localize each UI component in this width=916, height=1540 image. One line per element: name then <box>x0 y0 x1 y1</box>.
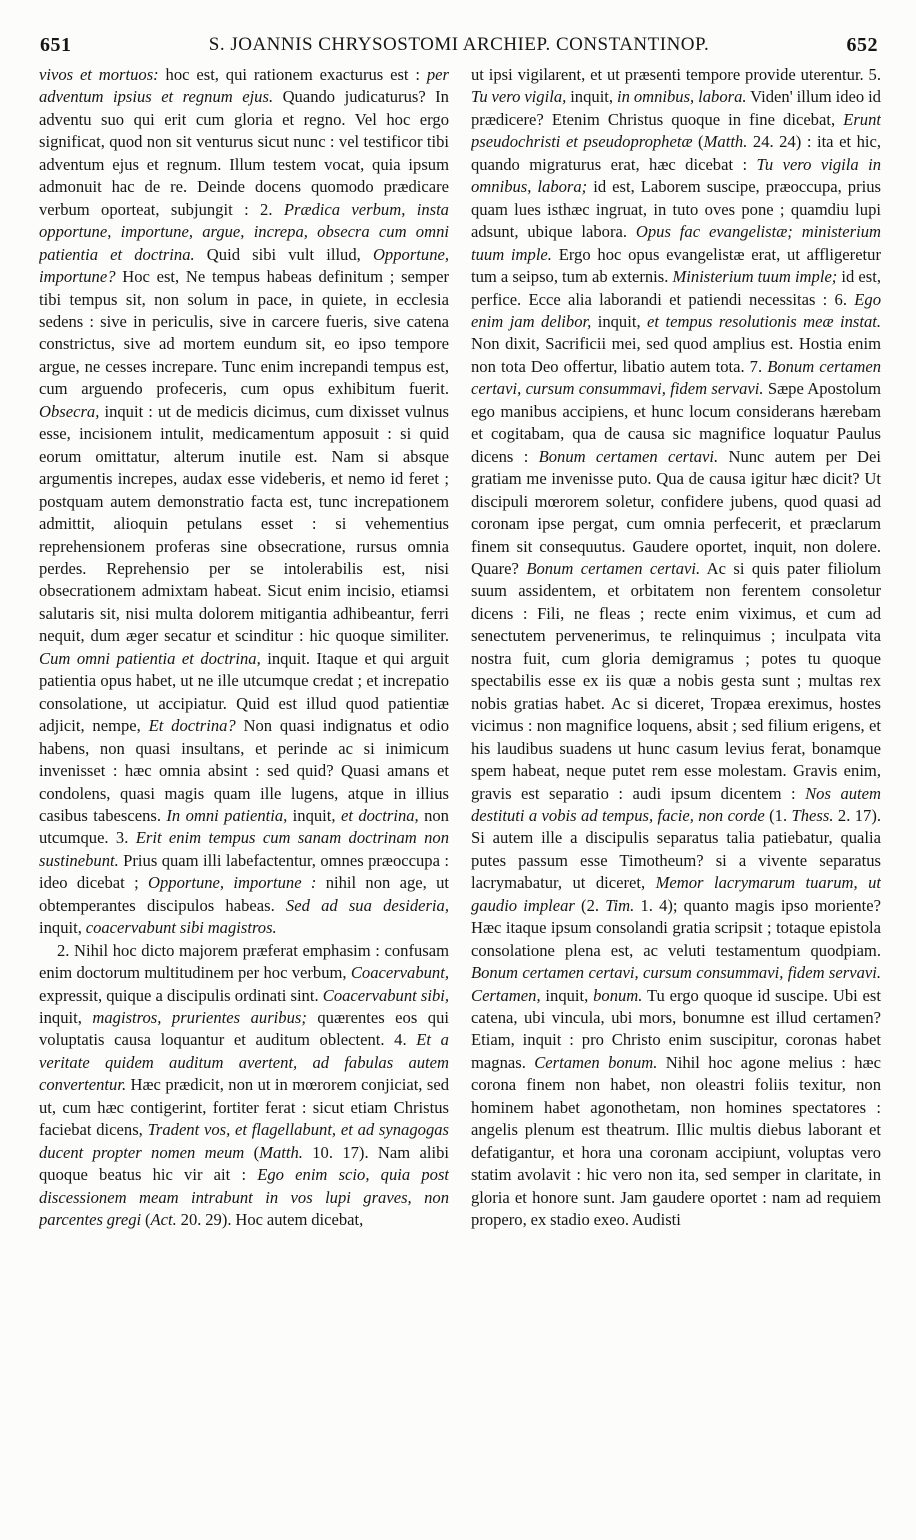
italic-text-run: Sed ad sua desideria, <box>285 895 449 915</box>
text-run: expressit, quique a discipulis ordinati sint. <box>39 985 323 1005</box>
text-run: Quid sibi vult illud, <box>194 244 373 264</box>
text-run: Ac si quis pater filiolum suum assidentem, et orbitatem non ferentem consoletur dicens : Fili, ne fleas ; recte enim viximus, et cum ad senectutem pervenerimus, te relinquimus ; inculpata vita nostra fuit, cum gloria demigramus ; potes tu quoque spectabilis esse ex iis quæ a nobis gesta sunt ; multas rex nobis gratias habet. Ac si diceret, Tropæa ereximus, hostes vicimus : non magnifice loquens, absit ; sed filium erigens, et his laudibus suadens ut hunc casum levius ferat, bonamque spem habeat, neque putet rem esse molestam. Gravis enim, gravis est separatio : audi ipsum dicentem : <box>471 558 881 803</box>
text-run: id est, perfice. Ecce alia laborandi et patiendi necessitas : 6. <box>471 267 881 309</box>
text-run: Nunc autem per Dei gratiam me invenisse puto. Qua de causa igitur hæc dicit? Ut discipuli mœrorem soletur, confidere jubens, quod quasi ad coronam ipse pergat, cum omnia perfecerit, et præclarum finem sit consequutus. Gaudere oportet, inquit, non dolere. Quare? <box>471 446 881 578</box>
italic-text-run: Thess. <box>791 805 834 825</box>
italic-text-run: Coacervabunt, <box>350 963 449 983</box>
text-run: Sæpe Apostolum ego manibus accipiens, et hunc locum considerans hærebam et cogitabam, qua de causa sic magnifice loquatur Paulus dicens : <box>471 379 881 466</box>
italic-text-run: Opus fac evangelistæ; ministerium tuum imple. <box>471 222 881 264</box>
text-run: Tu ergo quoque id suscipe. Ubi est catena, ubi vincula, ubi mors, bonumne est illud certamen? Etiam, inquit : pro Christo enim suscipitur, coronas habet magnas. <box>471 985 881 1072</box>
italic-text-run: Memor lacrymarum tuarum, ut gaudio implear <box>471 873 881 915</box>
italic-text-run: Certamen bonum. <box>534 1052 658 1072</box>
text-run: ( <box>692 132 704 152</box>
italic-text-run: Et doctrina? <box>148 716 236 736</box>
text-run: 1. 4); quanto magis ipso moriente? Hæc itaque ipsum consolandi gratia scripsit ; totaque epistola consolatione plena est, ac veluti testamentum quodpiam. <box>471 895 881 960</box>
italic-text-run: Erit enim tempus cum sanam doctrinam non sustinebunt. <box>39 828 449 870</box>
right-text-column <box>471 64 881 1524</box>
italic-text-run: Tradent vos, et flagellabunt, et ad synagogas ducent propter nomen meum <box>39 1120 449 1162</box>
page-number-left: 651 <box>40 34 72 56</box>
paragraph <box>39 940 449 1232</box>
italic-text-run: Matth. <box>703 132 748 152</box>
italic-text-run: vivos et mortuos: <box>39 65 159 84</box>
italic-text-run: Prædica verbum, insta opportune, importune, argue, increpa, obsecra cum omni patientia et doctrina. <box>39 199 449 264</box>
italic-text-run: Matth. <box>259 1142 303 1162</box>
text-run: 10. 17). Nam alibi quoque beatus hic vir ait : <box>39 1142 449 1185</box>
italic-text-run: In omni patientia, <box>166 805 288 825</box>
text-run: 2. Nihil hoc dicto majorem præferat emphasim : confusam enim doctorum multitudinem per hoc verbum, <box>39 940 449 983</box>
italic-text-run: Obsecra, <box>39 401 100 421</box>
left-text-column <box>39 64 449 1524</box>
text-run: Hæc prædicit, non ut in mœrorem conjiciat, sed ut, cum hæc contigerint, fortiter ferat : sicut etiam Christus faciebat dicens, <box>39 1075 449 1140</box>
italic-text-run: Ego enim scio, quia post discessionem meam intrabunt in vos lupi graves, non parcentes gregi <box>39 1165 449 1230</box>
text-run: Prius quam illi labefactentur, omnes præoccupa : ideo dicebat ; <box>39 850 449 893</box>
text-run: quærentes eos qui voluptatis causa loquantur et auditum oblectent. 4. <box>39 1008 449 1050</box>
text-run: Quando judicaturus? In adventu suo qui erit cum gloria et regno. Vel hoc ergo significat, quod non sit venturus sicut nunc : vel testificor tibi adventum ejus et regnum. Illum testem vocat, quia ipsum admonuit hac de re. Deinde docens quomodo prædicare verbum oporteat, subjungit : 2. <box>39 87 449 219</box>
text-run: nihil non age, ut obtemperantes discipulos habeas. <box>39 873 449 915</box>
italic-text-run: Cum omni patientia et doctrina, <box>39 648 261 668</box>
text-run: inquit : ut de medicis dicimus, cum dixisset vulnus esse, incisionem intulit, medicamentum apposuit : si quid eorum omittatur, alterum inutile est. Nam si absque argumentis increpes, audax esse videberis, et nemo id feret ; postquam autem demonstratio facta est, tunc increpationem admittit, alioquin petulans esset : si vehementius reprehensionem proferas sine obsecratione, rursus omnia perdes. Reprehensio per se intolerabilis est, nisi obsecrationem admixtam habeat. Sicut enim incisio, etiamsi salutaris sit, nisi multa dolorem mitigantia adhibeantur, ferri nequit, dum æger secatur et scinditur : hic quoque similiter. <box>39 401 449 646</box>
italic-text-run: Bonum certamen certavi. <box>538 446 719 466</box>
italic-text-run: per adventum ipsius et regnum ejus. <box>39 65 449 107</box>
text-run: Non dixit, Sacrificii mei, sed quod amplius est. Hostia enim non tota Deo offertur, libatio autem tota. 7. <box>471 334 881 376</box>
paragraph <box>39 64 449 940</box>
text-run: 20. 29). Hoc autem dicebat, <box>176 1210 364 1230</box>
text-run: Non quasi indignatus et odio habens, non quasi insultans, et perinde ac si inimicum invenisset : hæc omnia absint : sed quid? Quasi amans et condolens, quasi magis quam ille lugens, atque in illius casibus tabescens. <box>39 716 449 825</box>
italic-text-run: Opportune, importune? <box>39 244 449 287</box>
text-run: Viden' illum ideo id prædicere? Etenim Christus quoque in fine dicebat, <box>471 87 881 129</box>
italic-text-run: Coacervabunt sibi, <box>322 985 449 1005</box>
text-run: inquit, <box>287 805 341 825</box>
text-run: ( <box>141 1210 151 1230</box>
text-run: Ergo hoc opus evangelistæ erat, ut affligeretur tum a seipso, tum ab externis. <box>471 244 881 287</box>
italic-text-run: coacervabunt sibi magistros. <box>85 918 277 938</box>
text-run: id est, Laborem suscipe, præoccupa, prius quam lues isthæc ingruat, in tuto oves pone ; quamdiu lupi adsunt, ubique labora. <box>471 177 881 242</box>
italic-text-run: bonum. <box>593 985 643 1005</box>
text-run: (1. <box>764 805 792 825</box>
italic-text-run: Bonum certamen certavi. <box>526 558 701 578</box>
text-run: 2. 17). Si autem ille a discipulis separatus talia patiebatur, qualia putes passum esse Timotheum? si a vivente separatus lacrymabatur, ut diceret, <box>471 805 881 893</box>
text-run: (2. <box>574 895 606 915</box>
text-run: inquit, <box>566 87 617 107</box>
italic-text-run: Nos autem destituti a vobis ad tempus, facie, non corde <box>471 783 881 825</box>
italic-text-run: et tempus resolutionis meæ instat. <box>647 311 881 331</box>
italic-text-run: magistros, prurientes auribus; <box>92 1008 307 1028</box>
text-run: ut ipsi vigilarent, et ut præsenti tempore provide uterentur. 5. <box>471 65 881 84</box>
italic-text-run: Opportune, importune : <box>148 873 317 893</box>
text-run: inquit, <box>591 311 648 331</box>
italic-text-run: Tu vero vigila, <box>471 87 567 107</box>
italic-text-run: Et a veritate quidem auditum avertent, ad fabulas autem convertentur. <box>39 1030 449 1095</box>
italic-text-run: Ministerium tuum imple; <box>672 267 838 287</box>
text-run: Nihil hoc agone melius : hæc corona finem non habet, non oleastri foliis texitur, non hominem habet agonothetam, non homines spectatores : angelis plenum est theatrum. Illic multis diebus laborant et defatigantur, et hora una coronam accipiunt, voluptas vero statim avolavit : hic vero non ita, sed semper in claritate, in gloria et honore sunt. Jam gaudere oportet : nam ad requiem propero, ex stadio exeo. Audisti <box>471 1052 881 1230</box>
text-run: ( <box>244 1142 260 1162</box>
italic-text-run: Ego enim jam delibor, <box>471 289 881 331</box>
text-run: hoc est, qui rationem exacturus est : <box>158 65 427 84</box>
italic-text-run: in omnibus, labora. <box>616 87 747 107</box>
text-run: inquit, <box>540 985 594 1005</box>
italic-text-run: Tim. <box>605 895 635 915</box>
text-run: inquit. Itaque et qui arguit patientia opus habet, ut ne ille utcumque credat ; et increpatio consolatione, ut accipiatur. Quid est illud quod patientiæ adjicit, nempe, <box>39 648 449 736</box>
running-header <box>40 34 878 60</box>
text-run: non utcumque. 3. <box>39 805 449 848</box>
italic-text-run: et doctrina, <box>340 805 419 825</box>
text-run: 24. 24) : ita et hic, quando migraturus erat, hæc dicebat : <box>471 132 881 174</box>
italic-text-run: Erunt pseudochristi et pseudoprophetæ <box>471 109 881 152</box>
running-title: S. JOANNIS CHRYSOSTOMI ARCHIEP. CONSTANTINOP. <box>208 34 710 55</box>
text-run: inquit, <box>39 918 86 938</box>
paragraph <box>471 64 881 1232</box>
italic-text-run: Tu vero vigila in omnibus, labora; <box>471 154 881 197</box>
text-run: inquit, <box>39 1008 93 1028</box>
italic-text-run: Bonum certamen certavi, cursum consummavi, fidem servavi. Certamen, <box>471 963 881 1005</box>
italic-text-run: Act. <box>150 1210 177 1230</box>
text-run: Hoc est, Ne tempus habeas definitum ; semper tibi tempus sit, non solum in pace, in quiete, in ecclesia sedens : sive in periculis, sive in carcere fueris, sive catena constrictus, sive ad mortem eundum sit, eo ipso tempore argue, ne cesses increpare. Tunc enim increpandi tempus est, cum arguendo profeceris, cum opus exhibitum fuerit. <box>39 267 449 399</box>
page-number-right: 652 <box>846 34 878 56</box>
italic-text-run: Bonum certamen certavi, cursum consummavi, fidem servavi. <box>471 356 881 399</box>
